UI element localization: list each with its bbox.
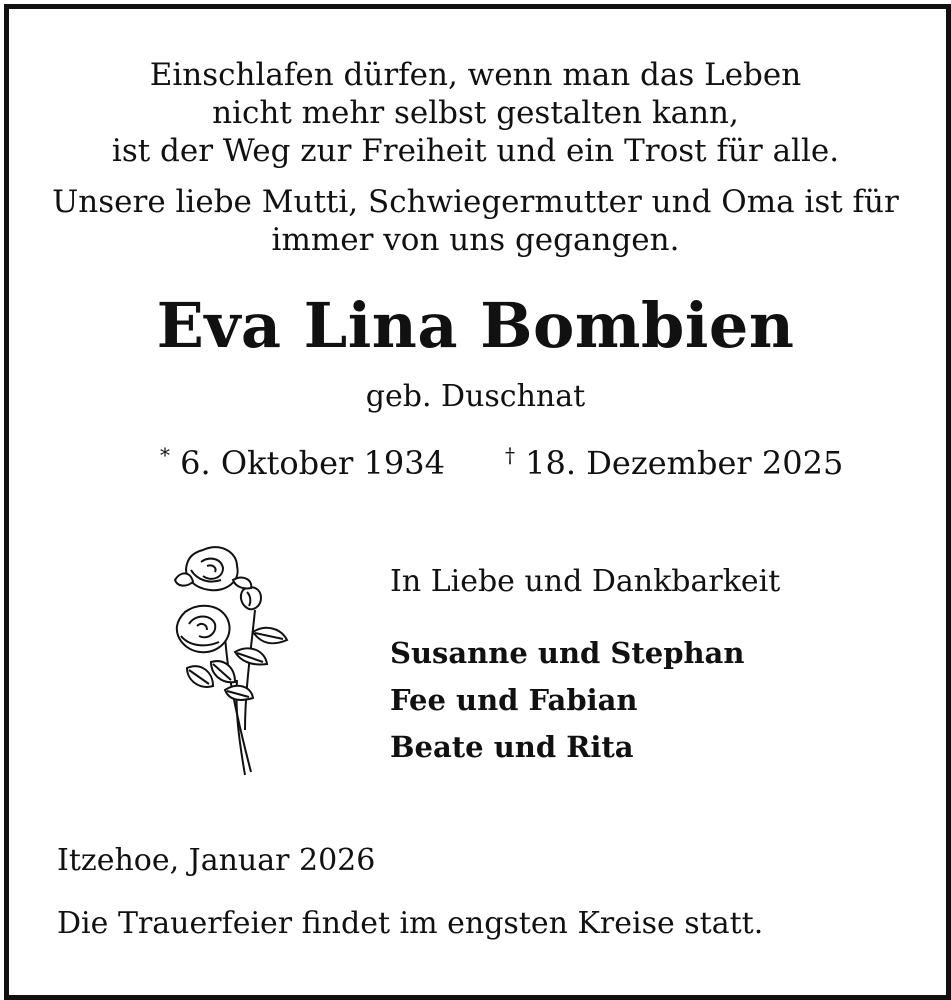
poem-line: nicht mehr selbst gestalten kann, xyxy=(212,95,739,131)
intro-line: Unsere liebe Mutti, Schwiegermutter und Oma ist für xyxy=(52,184,899,220)
poem-line: ist der Weg zur Freiheit und ein Trost für alle. xyxy=(111,133,840,169)
poem-line: Einschlafen dürfen, wenn man das Leben xyxy=(149,57,802,93)
deceased-name: Eva Lina Bombien xyxy=(156,289,795,362)
birth-symbol: * xyxy=(160,443,170,467)
family-member: Susanne und Stephan xyxy=(390,636,745,670)
birth-date xyxy=(160,435,445,483)
birth-date-text: 6. Oktober 1934 xyxy=(180,444,445,482)
poem xyxy=(0,56,951,170)
ceremony-note: Die Trauerfeier findet im engsten Kreise statt. xyxy=(57,906,764,941)
place-date: Itzehoe, Januar 2026 xyxy=(57,843,376,878)
intro-text xyxy=(0,183,951,259)
family-list xyxy=(390,630,744,771)
death-symbol: † xyxy=(505,443,515,467)
family-member: Beate und Rita xyxy=(390,730,634,764)
death-date-text: 18. Dezember 2025 xyxy=(525,444,844,482)
rose-icon xyxy=(165,540,295,780)
greeting: In Liebe und Dankbarkeit xyxy=(390,564,781,599)
maiden-name: geb. Duschnat xyxy=(365,379,586,414)
family-member: Fee und Fabian xyxy=(390,683,638,717)
death-date xyxy=(505,435,843,483)
intro-line: immer von uns gegangen. xyxy=(271,222,680,258)
